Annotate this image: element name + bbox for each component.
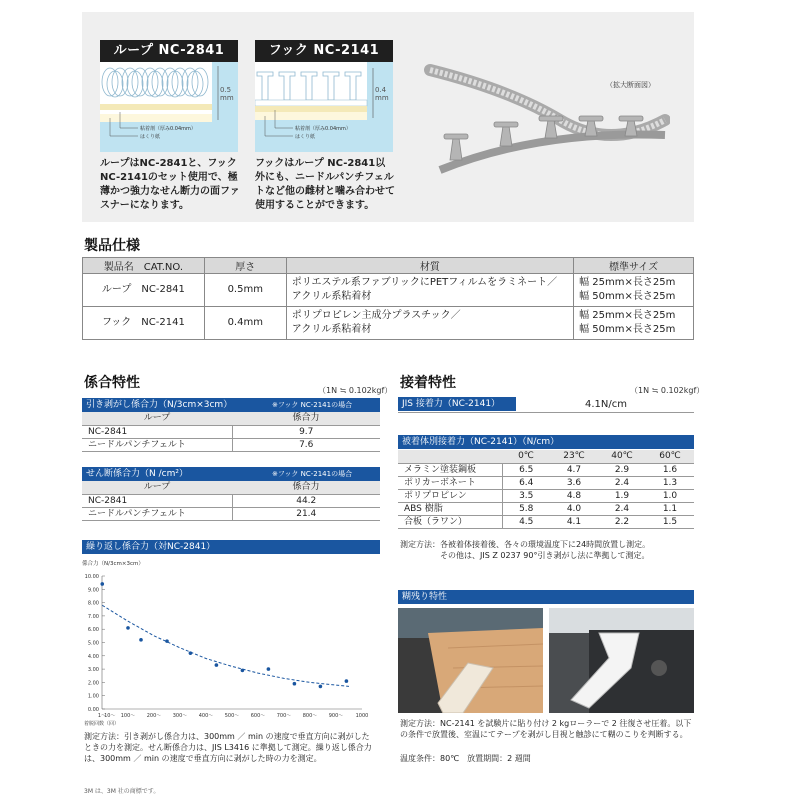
row-value: 4.5 xyxy=(502,515,550,528)
hook-adhesive-label: 粘着剤（厚み0.04mm） xyxy=(295,126,351,132)
chart-y-axis-label: 係合力（N/3cm×3cm） xyxy=(82,561,144,567)
jis-value: 4.1N/cm xyxy=(585,399,627,410)
row-value: 1.0 xyxy=(646,489,694,502)
row-label: メラミン塗装鋼板 xyxy=(398,463,502,476)
spec-header-thickness: 厚さ xyxy=(204,258,286,274)
row-value: 1.3 xyxy=(646,476,694,489)
residue-header: 糊残り特性 xyxy=(398,590,694,604)
chart-x-tick-label: 1000 xyxy=(355,713,369,719)
chart-data-point xyxy=(345,679,349,683)
table-row xyxy=(82,438,380,451)
adhesion-unit-note: （1N ≒ 0.102kgf） xyxy=(630,386,705,395)
row-label: ABS 樹脂 xyxy=(398,502,502,515)
repeat-header: 繰り返し係合力（対NC-2841） xyxy=(82,540,380,554)
chart-x-tick-label: 1〜 xyxy=(97,713,107,719)
table-row xyxy=(82,494,380,507)
spec-title: 製品仕様 xyxy=(84,238,140,254)
chart-y-tick-label: 4.00 xyxy=(87,653,99,660)
spec-cell-material: ポリエステル系ファブリックにPETフィルムをラミネート／ アクリル系粘着材 xyxy=(286,274,573,307)
chart-data-point xyxy=(139,638,143,642)
hook-structure-illustration xyxy=(255,62,393,152)
table-row xyxy=(398,489,694,502)
row-value: 9.7 xyxy=(232,425,380,438)
hook-liner-label: はくり紙 xyxy=(295,134,316,140)
engagement-title: 係合特性 xyxy=(84,375,140,391)
repeat-engagement-chart xyxy=(82,556,380,726)
hook-title: フック NC-2141 xyxy=(255,40,393,62)
table-row xyxy=(398,463,694,476)
chart-x-tick-label: 800〜 xyxy=(302,713,318,719)
spec-cell-size: 幅 25mm×長さ25m 幅 50mm×長さ25m xyxy=(574,307,694,340)
row-label: 合板（ラワン） xyxy=(398,515,502,528)
cross-section-label: （拡大断面図） xyxy=(606,81,655,89)
chart-data-point xyxy=(267,667,271,671)
shear-note: ※フック NC-2141の場合 xyxy=(272,470,353,478)
spec-header-row xyxy=(83,258,694,274)
row-label: ポリプロピレン xyxy=(398,489,502,502)
peel-col-value: 係合力 xyxy=(232,412,380,425)
table-row xyxy=(398,502,694,515)
chart-data-point xyxy=(319,685,323,689)
spec-cell-size: 幅 25mm×長さ25m 幅 50mm×長さ25m xyxy=(574,274,694,307)
peel-col-loop: ループ xyxy=(82,412,232,425)
row-value: 1.5 xyxy=(646,515,694,528)
chart-y-tick-label: 2.00 xyxy=(87,680,99,687)
chart-data-point xyxy=(241,669,245,673)
temp-header: 0℃ xyxy=(502,450,550,463)
table-row xyxy=(82,507,380,520)
trademark-footnote: 3M は、3M 社の商標です。 xyxy=(84,788,160,795)
chart-x-axis-label: 着脱回数（回） xyxy=(84,721,120,726)
shear-table xyxy=(82,481,380,521)
chart-y-tick-label: 6.00 xyxy=(87,627,99,634)
chart-data-point xyxy=(215,663,219,667)
row-value: 1.9 xyxy=(598,489,646,502)
loop-product-card xyxy=(100,40,238,152)
row-value: 7.6 xyxy=(232,438,380,451)
loop-structure-illustration xyxy=(100,62,238,152)
temp-header: 23℃ xyxy=(550,450,598,463)
chart-x-tick-label: 500〜 xyxy=(224,713,240,719)
hook-product-card xyxy=(255,40,393,152)
peel-header xyxy=(82,398,380,412)
row-value: 1.6 xyxy=(646,463,694,476)
chart-y-tick-label: 1.00 xyxy=(87,693,99,700)
chart-x-tick-label: 700〜 xyxy=(276,713,292,719)
spec-header-size: 標準サイズ xyxy=(574,258,694,274)
table-row xyxy=(398,515,694,528)
peel-table xyxy=(82,412,380,452)
chart-y-tick-label: 8.00 xyxy=(87,600,99,607)
row-value: 2.2 xyxy=(598,515,646,528)
chart-y-tick-label: 3.00 xyxy=(87,667,99,674)
temp-header-blank xyxy=(398,450,502,463)
spec-cell-material: ポリプロピレン主成分プラスチック／ アクリル系粘着材 xyxy=(286,307,573,340)
engagement-unit-note: （1N ≒ 0.102kgf） xyxy=(318,386,393,395)
row-value: 1.1 xyxy=(646,502,694,515)
temp-header: 60℃ xyxy=(646,450,694,463)
cross-section-illustration xyxy=(420,60,670,180)
loop-diagram xyxy=(100,62,238,152)
chart-trend-line xyxy=(102,605,349,686)
peel-header-label: 引き剥がし係合力（N/3cm×3cm） xyxy=(86,400,233,410)
residue-conditions: 温度条件：80℃ 放置期間：2 週間 xyxy=(400,754,531,763)
row-value: 6.5 xyxy=(502,463,550,476)
peel-note: ※フック NC-2141の場合 xyxy=(272,401,353,409)
chart-x-tick-label: 300〜 xyxy=(172,713,188,719)
hook-thickness: 0.4 mm xyxy=(375,86,389,102)
jis-row xyxy=(398,397,694,413)
loop-description: ループはNC-2841と、フックNC-2141のセット使用で、極薄かつ強力なせん断力の面ファスナーになります。 xyxy=(100,158,240,211)
row-value: 5.8 xyxy=(502,502,550,515)
row-value: 4.0 xyxy=(550,502,598,515)
row-value: 2.4 xyxy=(598,476,646,489)
spec-cell-thickness: 0.5mm xyxy=(204,274,286,307)
engagement-measure-note: 測定方法：引き剥がし係合力は、300mm ／ min の速度で垂直方向に剥がしたときの力を測定。せん断係合力は、JIS L3416 に準拠して測定。繰り返し係合力は、300mm ／ min の速度で垂直方向に剥がした時の力を測定。 xyxy=(84,732,372,763)
residue-photo-after xyxy=(549,608,694,713)
chart-x-tick-label: 600〜 xyxy=(250,713,266,719)
spec-table xyxy=(82,257,694,340)
spec-row xyxy=(83,274,694,307)
chart-data-point xyxy=(293,682,297,686)
chart-x-tick-label: 200〜 xyxy=(146,713,162,719)
row-value: 21.4 xyxy=(232,507,380,520)
loop-title: ループ NC-2841 xyxy=(100,40,238,62)
spec-header-name: 製品名 CAT.NO. xyxy=(83,258,205,274)
chart-data-point xyxy=(189,651,193,655)
row-value: 4.1 xyxy=(550,515,598,528)
spec-cell-name: フック NC-2141 xyxy=(83,307,205,340)
row-value: 4.7 xyxy=(550,463,598,476)
jis-label: JIS 接着力（NC-2141） xyxy=(398,397,516,411)
row-value: 2.4 xyxy=(598,502,646,515)
loop-liner-label: はくり紙 xyxy=(140,134,161,140)
chart-y-tick-label: 9.00 xyxy=(87,587,99,594)
chart-data-point xyxy=(100,582,104,586)
chart-data-point xyxy=(165,639,169,643)
by-material-table xyxy=(398,450,694,529)
row-value: 44.2 xyxy=(232,494,380,507)
row-value: 4.8 xyxy=(550,489,598,502)
loop-adhesive-label: 粘着剤（厚み0.04mm） xyxy=(140,126,196,132)
row-label: ニードルパンチフェルト xyxy=(82,507,232,520)
chart-y-tick-label: 10.00 xyxy=(84,574,99,580)
hook-description: フックはループ NC-2841以外にも、ニードルパンチフェルトなど他の雌材と噛み合わせて使用することができます。 xyxy=(255,158,395,211)
shear-header xyxy=(82,467,380,481)
row-label: ニードルパンチフェルト xyxy=(82,438,232,451)
chart-data-point xyxy=(126,626,130,630)
shear-col-value: 係合力 xyxy=(232,481,380,494)
temp-header-row xyxy=(398,450,694,463)
spec-header-material: 材質 xyxy=(286,258,573,274)
spec-row xyxy=(83,307,694,340)
by-material-header: 被着体別接着力（NC-2141）（N/cm） xyxy=(398,435,694,449)
row-value: 3.6 xyxy=(550,476,598,489)
row-label: NC-2841 xyxy=(82,494,232,507)
chart-x-tick-label: 400〜 xyxy=(198,713,214,719)
spec-cell-name: ループ NC-2841 xyxy=(83,274,205,307)
chart-y-tick-label: 5.00 xyxy=(87,640,99,647)
adhesion-title: 接着特性 xyxy=(400,375,456,391)
table-row xyxy=(82,425,380,438)
chart-x-tick-label: 10〜 xyxy=(104,713,116,719)
chart-x-tick-label: 100〜 xyxy=(120,713,136,719)
chart-y-tick-label: 0.00 xyxy=(87,707,99,713)
spec-cell-thickness: 0.4mm xyxy=(204,307,286,340)
adhesion-measure-note-2: その他は、JIS Z 0237 90°引き剥がし法に準拠して測定。 xyxy=(440,551,650,560)
adhesion-measure-note: 測定方法：各被着体接着後、各々の環境温度下に24時間放置し測定。 xyxy=(400,540,651,549)
temp-header: 40℃ xyxy=(598,450,646,463)
shear-header-label: せん断係合力（N /cm²） xyxy=(86,469,188,479)
residue-measure-note: 測定方法：NC-2141 を試験片に貼り付け 2 kgローラーで 2 往復させ圧着。以下の条件で放置後、室温にてテープを剥がし目視と触診にて糊のこりを判断する。 xyxy=(400,719,692,739)
shear-col-loop: ループ xyxy=(82,481,232,494)
row-value: 3.5 xyxy=(502,489,550,502)
row-value: 2.9 xyxy=(598,463,646,476)
table-row xyxy=(398,476,694,489)
loop-thickness: 0.5 mm xyxy=(220,86,234,102)
chart-x-tick-label: 900〜 xyxy=(328,713,344,719)
hook-diagram xyxy=(255,62,393,152)
row-label: NC-2841 xyxy=(82,425,232,438)
row-label: ポリカーボネート xyxy=(398,476,502,489)
residue-photo-before xyxy=(398,608,543,713)
row-value: 6.4 xyxy=(502,476,550,489)
chart-y-tick-label: 7.00 xyxy=(87,613,99,620)
